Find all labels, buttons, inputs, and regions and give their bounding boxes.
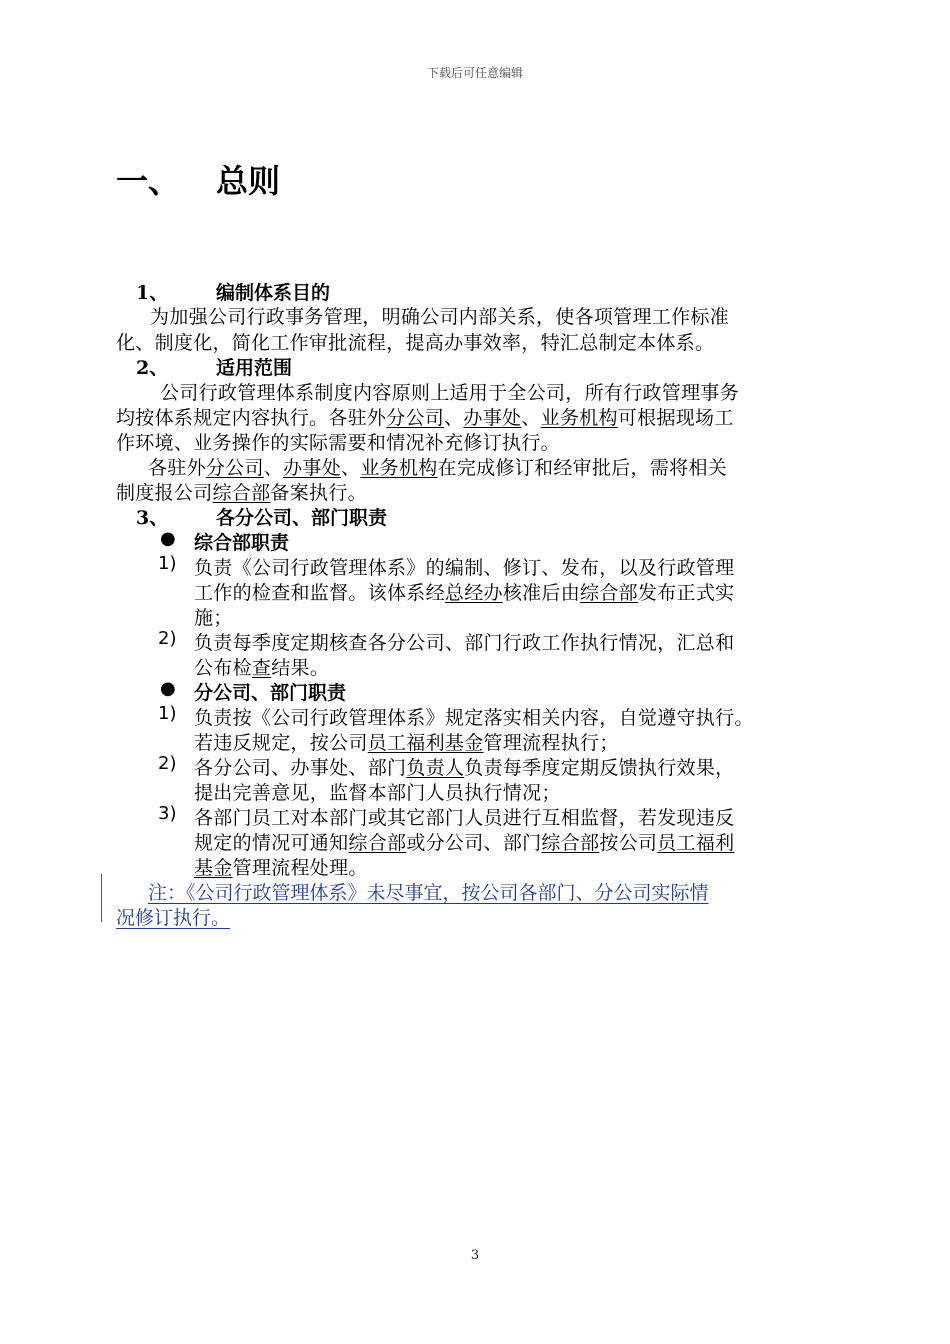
section-2-para2-line1: 各驻外分公司、办事处、业务机构在完成修订和经审批后，需将相关 [148,457,728,479]
chapter-title: 总则 [216,162,281,200]
change-bar [101,874,102,922]
b1-item1-line3: 施； [194,607,233,629]
section-2-para2-line2: 制度报公司综合部备案执行。 [116,482,367,504]
b1-item2-line2: 公布检查结果。 [194,657,330,679]
section-3-title: 各分公司、部门职责 [216,507,388,529]
section-1-body-line1: 为加强公司行政事务管理，明确公司内部关系，使各项管理工作标准 [150,306,730,328]
b2-item1-line2: 若违反规定，按公司员工福利基金管理流程执行； [194,732,619,754]
b1-item1-line1: 负责《公司行政管理体系》的编制、修订、发布，以及行政管理 [194,557,735,579]
section-1-number: 1、 [136,282,169,304]
section-2-title: 适用范围 [216,357,293,379]
bullet-2-title: 分公司、部门职责 [194,682,347,704]
section-1-body-line2: 化、制度化，简化工作审批流程，提高办事效率，特汇总制定本体系。 [116,332,715,354]
section-2-para1-line1: 公司行政管理体系制度内容原则上适用于全公司，所有行政管理事务 [160,382,740,404]
b2-item1-line1: 负责按《公司行政管理体系》规定落实相关内容，自觉遵守执行。 [194,707,754,729]
b2-item3-line2: 规定的情况可通知综合部或分公司、部门综合部按公司员工福利 [194,832,735,854]
section-3-number: 3、 [136,507,169,529]
section-1-title: 编制体系目的 [216,282,331,304]
bullet-icon: ● [160,678,176,699]
section-2-para1-line2: 均按体系规定内容执行。各驻外分公司、办事处、业务机构可根据现场工 [116,407,734,429]
item-number: 2) [158,753,177,774]
section-2-number: 2、 [136,357,169,379]
bullet-1-title: 综合部职责 [194,532,290,554]
b1-item1-line2: 工作的检查和监督。该体系经总经办核准后由综合部发布正式实 [194,582,735,604]
note-line2: 况修订执行。 [116,907,231,929]
b2-item3-line1: 各部门员工对本部门或其它部门人员进行互相监督，若发现违反 [194,807,735,829]
b2-item3-line3: 基金管理流程处理。 [194,857,368,879]
page-header: 下载后可任意编辑 [426,66,523,80]
chapter-number: 一、 [116,162,181,200]
b1-item2-line1: 负责每季度定期核查各分公司、部门行政工作执行情况，汇总和 [194,632,735,654]
bullet-icon: ● [160,528,176,549]
item-number: 1) [158,553,177,574]
item-number: 3) [158,803,177,824]
b2-item2-line1: 各分公司、办事处、部门负责人负责每季度定期反馈执行效果， [194,757,735,779]
note-line1: 注：《公司行政管理体系》未尽事宜，按公司各部门、分公司实际情 [148,882,709,904]
page-number: 3 [470,1248,480,1263]
section-2-para1-line3: 作环境、业务操作的实际需要和情况补充修订执行。 [116,432,560,454]
item-number: 1) [158,703,177,724]
item-number: 2) [158,628,177,649]
b2-item2-line2: 提出完善意见，监督本部门人员执行情况； [194,782,561,804]
